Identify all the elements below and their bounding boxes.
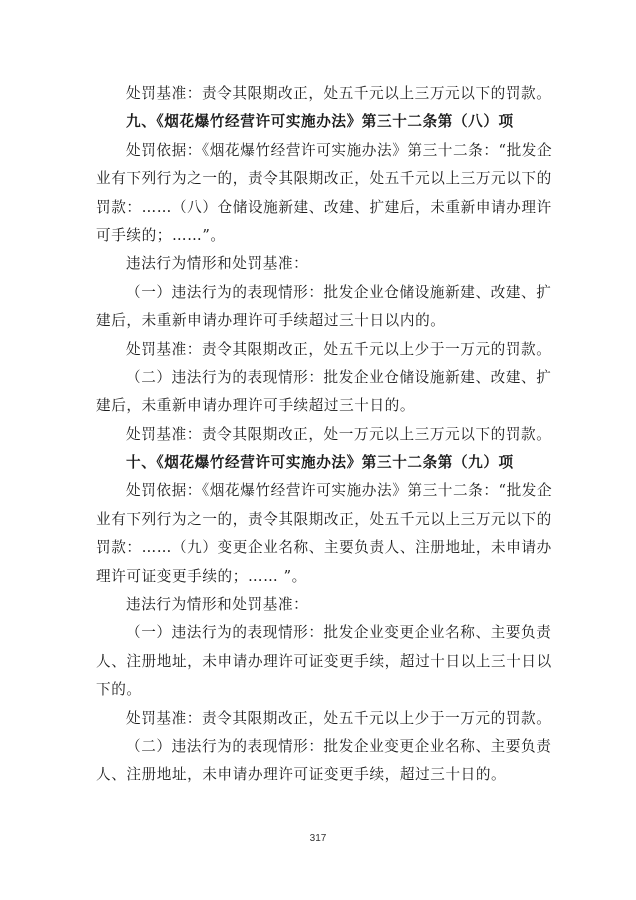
violation-case-line: 人、注册地址，未申请办理许可证变更手续，超过三十日的。 <box>96 766 507 784</box>
penalty-standard-line: 处罚基准：责令其限期改正，处一万元以上三万元以下的罚款。 <box>126 425 552 443</box>
penalty-basis-line: 罚款：……（九）变更企业名称、主要负责人、注册地址，未申请办 <box>96 539 552 557</box>
violation-case-line: （一）违法行为的表现情形：批发企业变更企业名称、主要负责 <box>126 624 552 642</box>
violation-standards-label: 违法行为情形和处罚基准： <box>126 596 309 614</box>
penalty-basis-line: 业有下列行为之一的，责令其限期改正，处五千元以上三万元以下的 <box>96 510 552 528</box>
document-body <box>96 80 553 790</box>
violation-standards-label: 违法行为情形和处罚基准： <box>126 255 309 273</box>
violation-case-line: （二）违法行为的表现情形：批发企业变更企业名称、主要负责 <box>126 737 552 755</box>
section-heading-9: 九、《烟花爆竹经营许可实施办法》第三十二条第（八）项 <box>126 113 514 131</box>
violation-case-line: （二）违法行为的表现情形：批发企业仓储设施新建、改建、扩 <box>126 368 552 386</box>
violation-case-line: 下的。 <box>96 681 142 699</box>
penalty-standard-line: 处罚基准：责令其限期改正，处五千元以上少于一万元的罚款。 <box>126 709 552 727</box>
penalty-basis-line: 罚款：……（八）仓储设施新建、改建、扩建后，未重新申请办理许 <box>96 198 552 216</box>
penalty-basis-line: 业有下列行为之一的，责令其限期改正，处五千元以上三万元以下的 <box>96 170 552 188</box>
penalty-basis-line: 理许可证变更手续的；…… ”。 <box>96 567 307 585</box>
penalty-standard-line: 处罚基准：责令其限期改正，处五千元以上少于一万元的罚款。 <box>126 340 552 358</box>
violation-case-line: 建后，未重新申请办理许可手续超过三十日以内的。 <box>96 312 446 330</box>
penalty-basis-line: 处罚依据：《烟花爆竹经营许可实施办法》第三十二条：“批发企 <box>126 141 553 159</box>
violation-case-line: （一）违法行为的表现情形：批发企业仓储设施新建、改建、扩 <box>126 283 552 301</box>
page-number: 317 <box>309 833 327 844</box>
penalty-standard-line: 处罚基准：责令其限期改正，处五千元以上三万元以下的罚款。 <box>126 85 552 102</box>
penalty-basis-line: 处罚依据：《烟花爆竹经营许可实施办法》第三十二条：“批发企 <box>126 482 553 500</box>
violation-case-line: 人、注册地址，未申请办理许可证变更手续，超过十日以上三十日以 <box>96 652 552 670</box>
violation-case-line: 建后，未重新申请办理许可手续超过三十日的。 <box>96 397 416 415</box>
penalty-basis-line: 可手续的；……”。 <box>96 226 226 244</box>
section-heading-10: 十、《烟花爆竹经营许可实施办法》第三十二条第（九）项 <box>126 454 514 472</box>
